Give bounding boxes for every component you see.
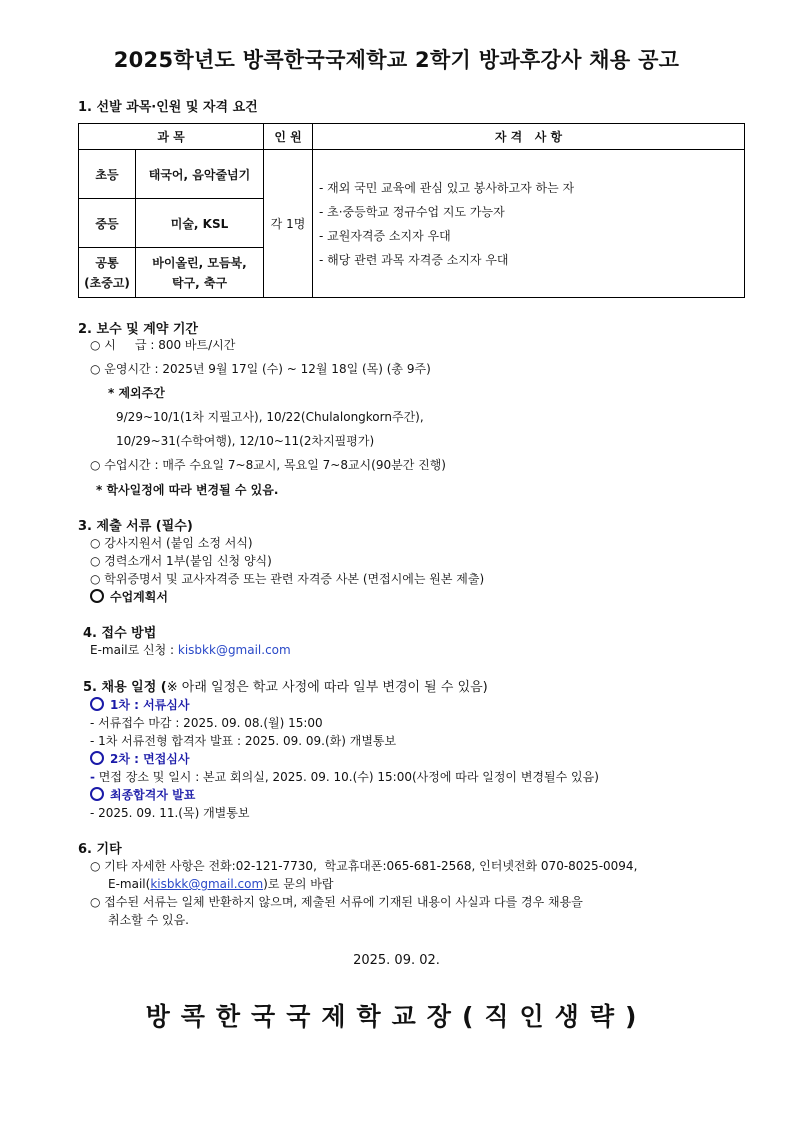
pay-rate: ○ 시 급 : 800 바트/시간: [90, 338, 236, 352]
issue-date: 2025. 09. 02.: [353, 953, 440, 968]
submission-method: E-mail로 신청 : kisbkk@gmail.com: [90, 643, 291, 657]
contact-email-link[interactable]: kisbkk@gmail.com: [150, 877, 264, 891]
circle-bullet-icon: [90, 697, 104, 711]
header-qualifications: 자 격 사 항: [313, 124, 745, 150]
document-item: ○ 강사지원서 (붙임 소정 서식): [90, 536, 253, 550]
document-item-lesson-plan: 수업계획서: [90, 588, 168, 605]
submission-email-link[interactable]: kisbkk@gmail.com: [177, 643, 291, 657]
principal-signature: 방콕한국국제학교장(직인생략): [145, 1002, 648, 1031]
requirements-table: [78, 123, 745, 298]
excluded-weeks-line2: 10/29~31(수학여행), 12/10~11(2차지필평가): [116, 434, 375, 448]
qualification-item: - 해당 관련 과목 자격증 소지자 우대: [319, 252, 509, 267]
schedule-change-note: * 학사일정에 따라 변경될 수 있음.: [96, 483, 279, 497]
stage-1-result: - 1차 서류전형 합격자 발표 : 2025. 09. 09.(화) 개별통보: [90, 734, 397, 748]
page-title: 2025학년도 방콕한국국제학교 2학기 방과후강사 채용 공고: [113, 48, 680, 72]
qualification-item: - 교원자격증 소지자 우대: [319, 228, 451, 243]
qualifications-list: [313, 150, 745, 298]
circle-bullet-icon: [90, 787, 104, 801]
table-row: [79, 150, 745, 199]
circle-bullet-icon: [90, 589, 104, 603]
stage-2-title: 2차 : 면접심사: [90, 750, 189, 767]
category-common: 공통 (초중고): [79, 248, 136, 298]
header-subject: 과 목: [79, 124, 264, 150]
document-return-notice: ○ 접수된 서류는 일체 반환하지 않으며, 제출된 서류에 기재된 내용이 사실과 다를 경우 채용을: [90, 895, 583, 909]
header-count: 인 원: [264, 124, 313, 150]
subjects-middle: 미술, KSL: [136, 199, 264, 248]
final-title: 최종합격자 발표: [90, 786, 195, 803]
excluded-weeks-line1: 9/29~10/1(1차 지필고사), 10/22(Chulalongkorn주간),: [116, 410, 424, 424]
subjects-common: 바이올린, 모듬북, 탁구, 축구: [136, 248, 264, 298]
document-item: ○ 경력소개서 1부(붙임 신청 양식): [90, 554, 272, 568]
table-header-row: [79, 124, 745, 150]
qualification-item: - 재외 국민 교육에 관심 있고 봉사하고자 하는 자: [319, 180, 575, 195]
section-3-heading: 3. 제출 서류 (필수): [78, 519, 193, 534]
stage-1-deadline: - 서류접수 마감 : 2025. 09. 08.(월) 15:00: [90, 716, 323, 730]
class-time: ○ 수업시간 : 매주 수요일 7~8교시, 목요일 7~8교시(90분간 진행): [90, 458, 446, 472]
headcount: 각 1명: [264, 150, 313, 298]
contact-info: ○ 기타 자세한 사항은 전화:02-121-7730, 학교휴대폰:065-681-2568, 인터넷전화 070-8025-0094,: [90, 859, 638, 873]
operation-period: ○ 운영시간 : 2025년 9월 17일 (수) ~ 12월 18일 (목) (총 9주): [90, 362, 431, 376]
stage-2-interview: - 면접 장소 및 일시 : 본교 회의실, 2025. 09. 10.(수) 15:00(사정에 따라 일정이 변경될수 있음): [90, 770, 599, 784]
category-middle: 중등: [79, 199, 136, 248]
final-announcement: - 2025. 09. 11.(목) 개별통보: [90, 806, 250, 820]
document-return-notice-cont: 취소할 수 있음.: [108, 913, 189, 927]
section-5-heading: 5. 채용 일정 (※ 아래 일정은 학교 사정에 따라 일부 변경이 될 수 있음): [83, 680, 488, 695]
section-4-heading: 4. 접수 방법: [83, 626, 157, 641]
stage-1-title: 1차 : 서류심사: [90, 696, 189, 713]
category-elementary: 초등: [79, 150, 136, 199]
contact-email: E-mail(kisbkk@gmail.com)로 문의 바랍: [108, 877, 334, 891]
document-item: ○ 학위증명서 및 교사자격증 또는 관련 자격증 사본 (면접시에는 원본 제출): [90, 572, 485, 586]
section-2-heading: 2. 보수 및 계약 기간: [78, 322, 198, 337]
section-1-heading: 1. 선발 과목·인원 및 자격 요건: [78, 100, 258, 115]
circle-bullet-icon: [90, 751, 104, 765]
section-6-heading: 6. 기타: [78, 842, 122, 857]
excluded-weeks-title: * 제외주간: [108, 386, 165, 400]
qualification-item: - 초·중등학교 정규수업 지도 가능자: [319, 204, 505, 219]
subjects-elementary: 태국어, 음악줄넘기: [136, 150, 264, 199]
